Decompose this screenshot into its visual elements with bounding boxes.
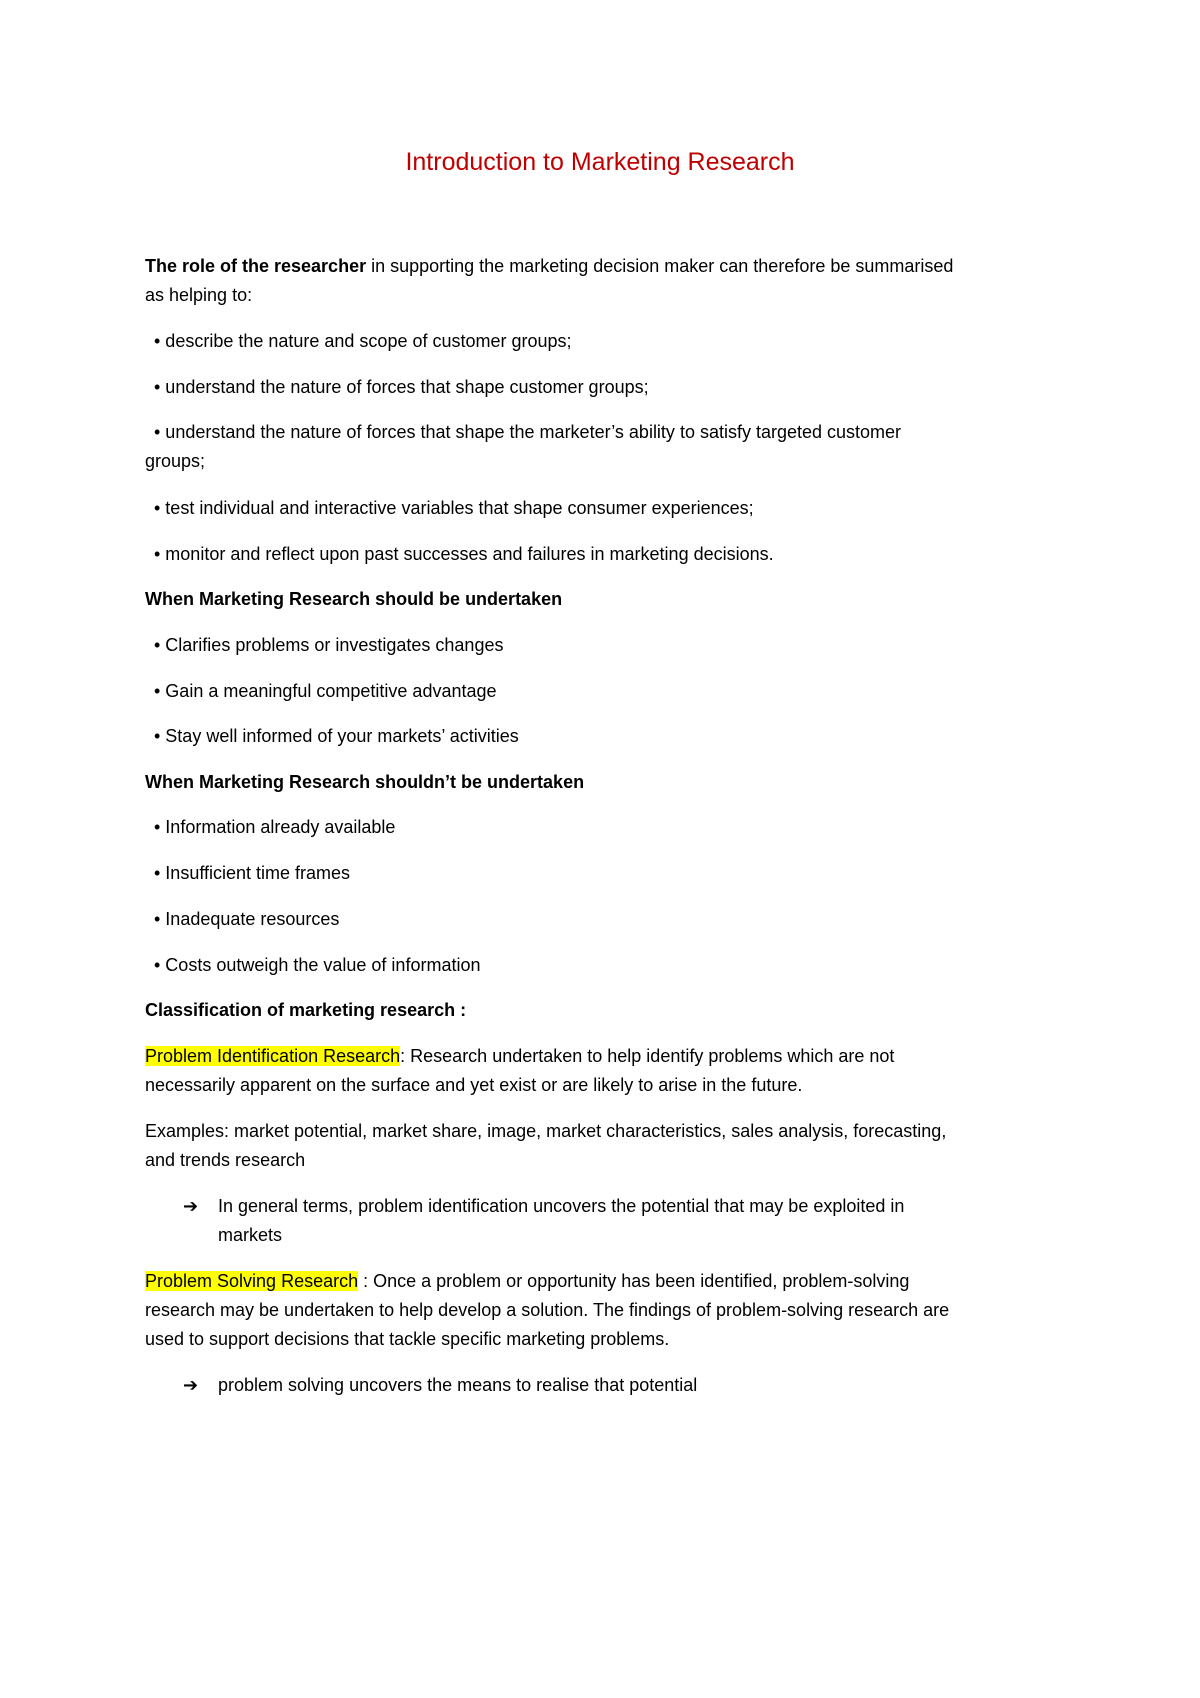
psr-label-highlight: Problem Solving Research	[145, 1271, 359, 1291]
intro-line-2: as helping to:	[145, 285, 253, 305]
when-heading: When Marketing Research should be undertaken	[145, 589, 563, 609]
when-bullet: • Stay well informed of your markets’ activities	[154, 726, 519, 746]
arrow-icon: ➔	[183, 1196, 199, 1216]
arrow-icon: ➔	[183, 1375, 199, 1395]
pir-line-1	[145, 1042, 894, 1070]
psr-line-3: used to support decisions that tackle specific marketing problems.	[145, 1329, 670, 1349]
role-bullet: • monitor and reflect upon past successes and failures in marketing decisions.	[154, 544, 774, 564]
role-bullet: • understand the nature of forces that shape the marketer’s ability to satisfy targeted customer	[154, 422, 902, 442]
when-not-bullet: • Insufficient time frames	[154, 863, 351, 883]
pir-arrow-line-1: In general terms, problem identification uncovers the potential that may be exploited in	[218, 1196, 905, 1216]
classification-heading: Classification of marketing research :	[145, 1000, 467, 1020]
role-bullet: • describe the nature and scope of customer groups;	[154, 331, 572, 351]
when-not-bullet: • Information already available	[154, 817, 396, 837]
pir-label-highlight: Problem Identification Research	[145, 1046, 401, 1066]
page-title: Introduction to Marketing Research	[405, 148, 795, 176]
role-bullet: • test individual and interactive variables that shape consumer experiences;	[154, 498, 754, 518]
role-bullet: • understand the nature of forces that shape customer groups;	[154, 377, 649, 397]
intro-lead: The role of the researcher	[145, 256, 367, 276]
pir-line-2: necessarily apparent on the surface and yet exist or are likely to arise in the future.	[145, 1075, 803, 1095]
when-not-heading: When Marketing Research shouldn’t be undertaken	[145, 772, 585, 792]
examples-line-1: Examples: market potential, market share, image, market characteristics, sales analysis, forecasting,	[145, 1121, 947, 1141]
pir-arrow-line-2: markets	[218, 1225, 283, 1245]
when-bullet: • Gain a meaningful competitive advantage	[154, 681, 497, 701]
role-bullet-continuation: groups;	[145, 451, 206, 471]
psr-arrow-line-1: problem solving uncovers the means to realise that potential	[218, 1375, 698, 1395]
psr-line-2: research may be undertaken to help develop a solution. The findings of problem-solving research are	[145, 1300, 950, 1320]
pir-text: Research undertaken to help identify problems which are not	[405, 1046, 895, 1066]
when-not-bullet: • Inadequate resources	[154, 909, 340, 929]
pir-colon: :	[400, 1046, 406, 1066]
examples-line-2: and trends research	[145, 1150, 306, 1170]
psr-text: : Once a problem or opportunity has been identified, problem-solving	[358, 1271, 910, 1291]
psr-line-1	[145, 1267, 909, 1295]
intro-text: in supporting the marketing decision maker can therefore be summarised	[366, 256, 954, 276]
intro-line-1	[145, 252, 953, 280]
when-bullet: • Clarifies problems or investigates changes	[154, 635, 504, 655]
when-not-bullet: • Costs outweigh the value of information	[154, 955, 481, 975]
